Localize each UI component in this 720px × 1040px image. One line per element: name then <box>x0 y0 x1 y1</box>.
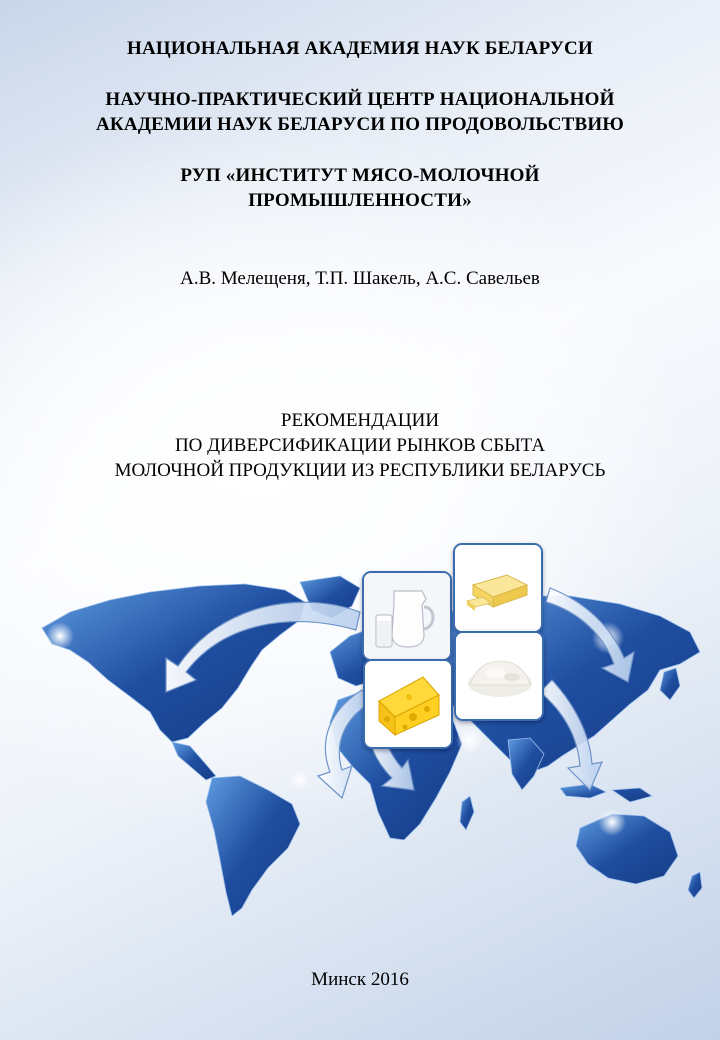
cheese-icon <box>365 661 451 747</box>
world-map-illustration <box>0 540 720 940</box>
center-name-line-2: АКАДЕМИИ НАУК БЕЛАРУСИ ПО ПРОДОВОЛЬСТВИЮ <box>96 114 624 135</box>
cheese-photo <box>363 659 453 749</box>
title-line-1: РЕКОМЕНДАЦИИ <box>280 410 440 431</box>
academy-name: НАЦИОНАЛЬНАЯ АКАДЕМИЯ НАУК БЕЛАРУСИ <box>127 38 593 59</box>
central-america-shape <box>172 742 216 780</box>
document-title <box>0 408 720 483</box>
title-line-2: ПО ДИВЕРСИФИКАЦИИ РЫНКОВ СБЫТА <box>174 435 546 456</box>
institute-name-line-1: РУП «ИНСТИТУТ МЯСО-МОЛОЧНОЙ <box>180 165 540 186</box>
center-name-line-1: НАУЧНО-ПРАКТИЧЕСКИЙ ЦЕНТР НАЦИОНАЛЬНОЙ <box>105 89 615 110</box>
milk-powder-photo <box>454 631 544 721</box>
indonesia-shape <box>560 784 652 802</box>
publication-place-year: Минск 2016 <box>311 969 409 990</box>
authors: А.В. Мелещеня, Т.П. Шакель, А.С. Савельев <box>180 268 540 289</box>
new-zealand-shape <box>688 872 702 898</box>
milk-jug-icon <box>364 573 450 659</box>
milk-powder-icon <box>456 633 542 719</box>
title-line-3: МОЛОЧНОЙ ПРОДУКЦИИ ИЗ РЕСПУБЛИКИ БЕЛАРУСЬ <box>114 460 606 481</box>
madagascar-shape <box>460 796 474 830</box>
butter-icon <box>455 545 541 631</box>
japan-shape <box>660 668 680 700</box>
milk-jug-photo <box>362 571 452 661</box>
australia-shape <box>576 814 678 884</box>
butter-photo <box>453 543 543 633</box>
institute-name-line-2: ПРОМЫШЛЕННОСТИ» <box>248 190 472 211</box>
south-america-shape <box>206 776 300 916</box>
